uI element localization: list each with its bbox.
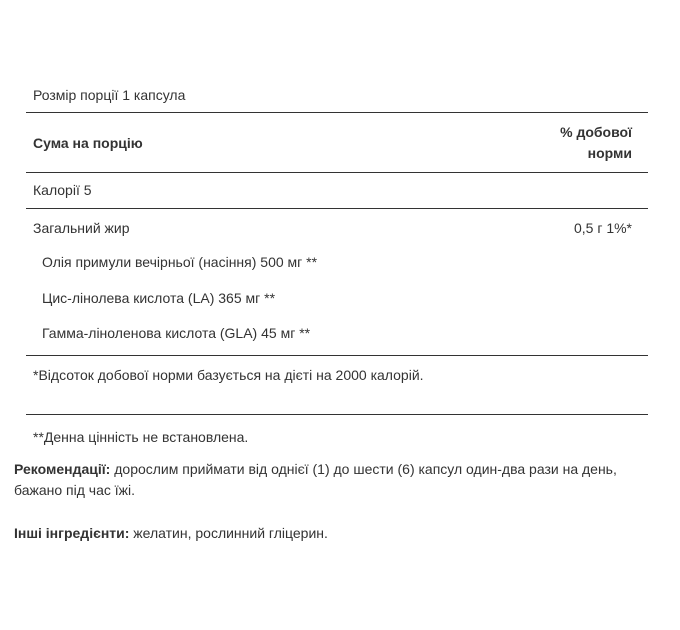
other-ingredients-text: желатин, рослинний гліцерин. bbox=[129, 525, 328, 541]
other-ingredients bbox=[14, 523, 654, 544]
recommendations bbox=[14, 459, 654, 501]
recommendations-text: дорослим приймати від однієї (1) до шести (6) капсул один-два рази на день, бажано під час їжі. bbox=[14, 461, 617, 498]
amount-per-serving-heading: Сума на порцію bbox=[33, 134, 143, 151]
footnote-daily-value bbox=[26, 356, 648, 415]
recommendations-label: Рекомендації: bbox=[14, 461, 111, 477]
daily-value-heading bbox=[560, 122, 632, 164]
total-fat-label: Загальний жир bbox=[33, 220, 130, 236]
calories-row: Калорії 5 bbox=[26, 173, 648, 209]
footnote-daily-value-text: *Відсоток добової норми базується на дієті на 2000 калорій. bbox=[33, 367, 424, 383]
sub-item-linoleic-acid: Цис-лінолева кислота (LA) 365 мг ** bbox=[42, 290, 276, 306]
daily-value-heading-line2: норми bbox=[587, 144, 632, 161]
table-header bbox=[26, 113, 648, 173]
fat-block bbox=[26, 209, 648, 356]
sub-item-gla: Гамма-ліноленова кислота (GLA) 45 мг ** bbox=[42, 325, 311, 341]
footnote-not-established: **Денна цінність не встановлена. bbox=[33, 429, 249, 445]
supplement-facts-table bbox=[26, 76, 648, 453]
daily-value-heading-line1: % добової bbox=[560, 123, 632, 140]
serving-size: Розмір порції 1 капсула bbox=[26, 76, 648, 113]
total-fat-value: 0,5 г 1%* bbox=[573, 220, 632, 236]
total-fat-row bbox=[26, 209, 648, 246]
sub-item-primrose-oil: Олія примули вечірньої (насіння) 500 мг ** bbox=[42, 254, 318, 270]
other-ingredients-label: Інші інгредієнти: bbox=[14, 525, 130, 541]
